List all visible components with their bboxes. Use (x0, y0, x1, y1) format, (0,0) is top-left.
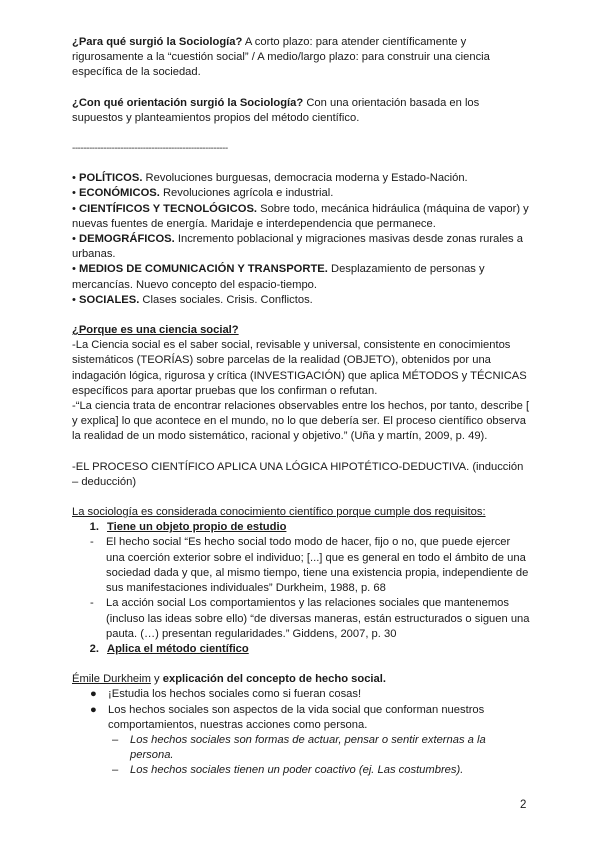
list-item (72, 733, 532, 763)
factor-item (72, 232, 532, 262)
durkheim-title: explicación del concepto de hecho social. (162, 673, 386, 686)
object-sublist (72, 535, 532, 641)
factor-item (72, 171, 532, 186)
dash-marker: – (112, 733, 119, 746)
factor-item (72, 262, 532, 292)
bullet-icon: • (72, 293, 76, 306)
paragraph-origin (72, 35, 532, 81)
heading-durkheim (72, 672, 532, 687)
bullet-icon: • (72, 187, 76, 200)
factor-text: Revoluciones burguesas, democracia moderna y Estado-Nación. (142, 172, 468, 185)
sublist-text: La acción social Los comportamientos y las relaciones sociales que mantenemos (incluso las ideas sobre ello) “de diversas maneras, están estructurados o siguen una pauta. (…) presentan regularidades.” Giddens, 2007, p. 30 (106, 597, 530, 640)
author-name: Émile Durkheim (72, 673, 151, 686)
durkheim-italic-points (72, 733, 532, 779)
italic-text: Los hechos sociales tienen un poder coactivo (ej. Las costumbres). (130, 764, 464, 777)
bullet-icon: ● (90, 688, 97, 701)
point-text: Los hechos sociales son aspectos de la vida social que conforman nuestros comportamientos, nuestras acciones como persona. (108, 703, 485, 731)
requirement-item (72, 642, 532, 657)
factor-text: Clases sociales. Crisis. Conflictos. (139, 293, 313, 306)
sublist-item (72, 535, 532, 596)
factor-label: ECONÓMICOS. (79, 187, 160, 200)
list-item (72, 763, 532, 778)
answer-orientation: Con una orientación basada en los supuestos y planteamientos propios del método científico. (72, 96, 480, 124)
factors-list (72, 171, 532, 308)
list-item (72, 687, 532, 702)
separator-line: ------------------------------------------------------- (72, 143, 228, 155)
paragraph-social-science-definition: -La Ciencia social es el saber social, revisable y universal, consistente en conocimientos sistemáticos (TEORÍAS) sobre parcelas de la realidad (OBJETO), obtenidos por una indagación lógica, rigurosa y crítica (INVESTIGACIÓN) que aplica MÉTODOS y TÉCNICAS específicos para aportar pruebas que los confirman o refutan. (72, 339, 527, 397)
bullet-icon: ● (90, 703, 97, 716)
bullet-icon: • (72, 202, 76, 215)
factor-label: MEDIOS DE COMUNICACIÓN Y TRANSPORTE. (79, 263, 328, 276)
dash-marker: - (90, 536, 94, 549)
list-number: 1. (89, 521, 99, 534)
point-text: ¡Estudia los hechos sociales como si fueran cosas! (108, 688, 362, 701)
question-orientation: ¿Con qué orientación surgió la Sociología? (72, 96, 304, 109)
requirements-list-continued (72, 642, 532, 657)
factor-text: Sobre todo, mecánica hidráulica (máquina de vapor) y nuevas fuentes de energía. Maridaje e interdependencia que permanece. (72, 202, 529, 230)
list-number: 2. (89, 642, 99, 655)
paragraph-science-quote: -“La ciencia trata de encontrar relaciones observables entre los hechos, por tanto, describe [ y explica] lo que acontece en el mundo, no lo que debería ser. El proceso científico observa la realidad de un modo sistemático, racional y objetivo.” (Uña y martín, 2009, p. 49). (72, 400, 530, 443)
dash-marker: - (90, 597, 94, 610)
italic-text: Los hechos sociales son formas de actuar, pensar o sentir externas a la persona. (130, 733, 486, 762)
paragraph-scientific-process: -EL PROCESO CIENTÍFICO APLICA UNA LÓGICA HIPOTÉTICO-DEDUCTIVA. (inducción – deducción) (72, 460, 524, 488)
factor-label: SOCIALES. (79, 293, 140, 306)
factor-text: Incremento poblacional y migraciones masivas desde zonas rurales a urbanas. (72, 233, 523, 261)
factor-text: Desplazamiento de personas y mercancías. Nuevo concepto del espacio-tiempo. (72, 263, 485, 291)
bullet-icon: • (72, 263, 76, 276)
connector-text: y (150, 673, 163, 686)
paragraph-orientation (72, 96, 532, 126)
factor-label: CIENTÍFICOS Y TECNOLÓGICOS. (79, 202, 258, 215)
document-page (72, 35, 532, 779)
requirement-item (72, 520, 532, 535)
bullet-icon: • (72, 233, 76, 246)
factor-label: POLÍTICOS. (79, 172, 143, 185)
durkheim-points (72, 687, 532, 733)
factor-label: DEMOGRÁFICOS. (79, 233, 175, 246)
factor-text: Revoluciones agrícola e industrial. (159, 187, 334, 200)
sublist-text: El hecho social “Es hecho social todo modo de hacer, fijo o no, que puede ejercer una coerción exterior sobre el individuo; [...] que es general en todo el ámbito de una sociedad dada y que, al mismo tiempo, tiene una existencia propia, independiente de sus manifestaciones individuales” Durkheim, 1988, p. 68 (106, 536, 529, 595)
factor-item (72, 293, 532, 308)
question-origin: ¿Para qué surgió la Sociología? (72, 36, 243, 48)
answer-origin: A corto plazo: para atender científicamente y rigurosamente a la “cuestión social” / A medio/largo plazo: para construir una ciencia específica de la sociedad. (72, 36, 490, 79)
heading-social-science: ¿Porque es una ciencia social? (72, 324, 239, 337)
bullet-icon: • (72, 172, 76, 185)
requirement-title: Aplica el método científico (107, 642, 249, 655)
page-number: 2 (520, 799, 527, 811)
requirements-intro: La sociología es considerada conocimiento científico porque cumple dos requisitos: (72, 506, 486, 519)
sublist-item (72, 596, 532, 642)
factor-item (72, 186, 532, 201)
dash-marker: – (112, 764, 119, 777)
requirement-title: Tiene un objeto propio de estudio (107, 521, 287, 534)
requirements-list (72, 520, 532, 535)
list-item (72, 703, 532, 733)
factor-item (72, 202, 532, 232)
